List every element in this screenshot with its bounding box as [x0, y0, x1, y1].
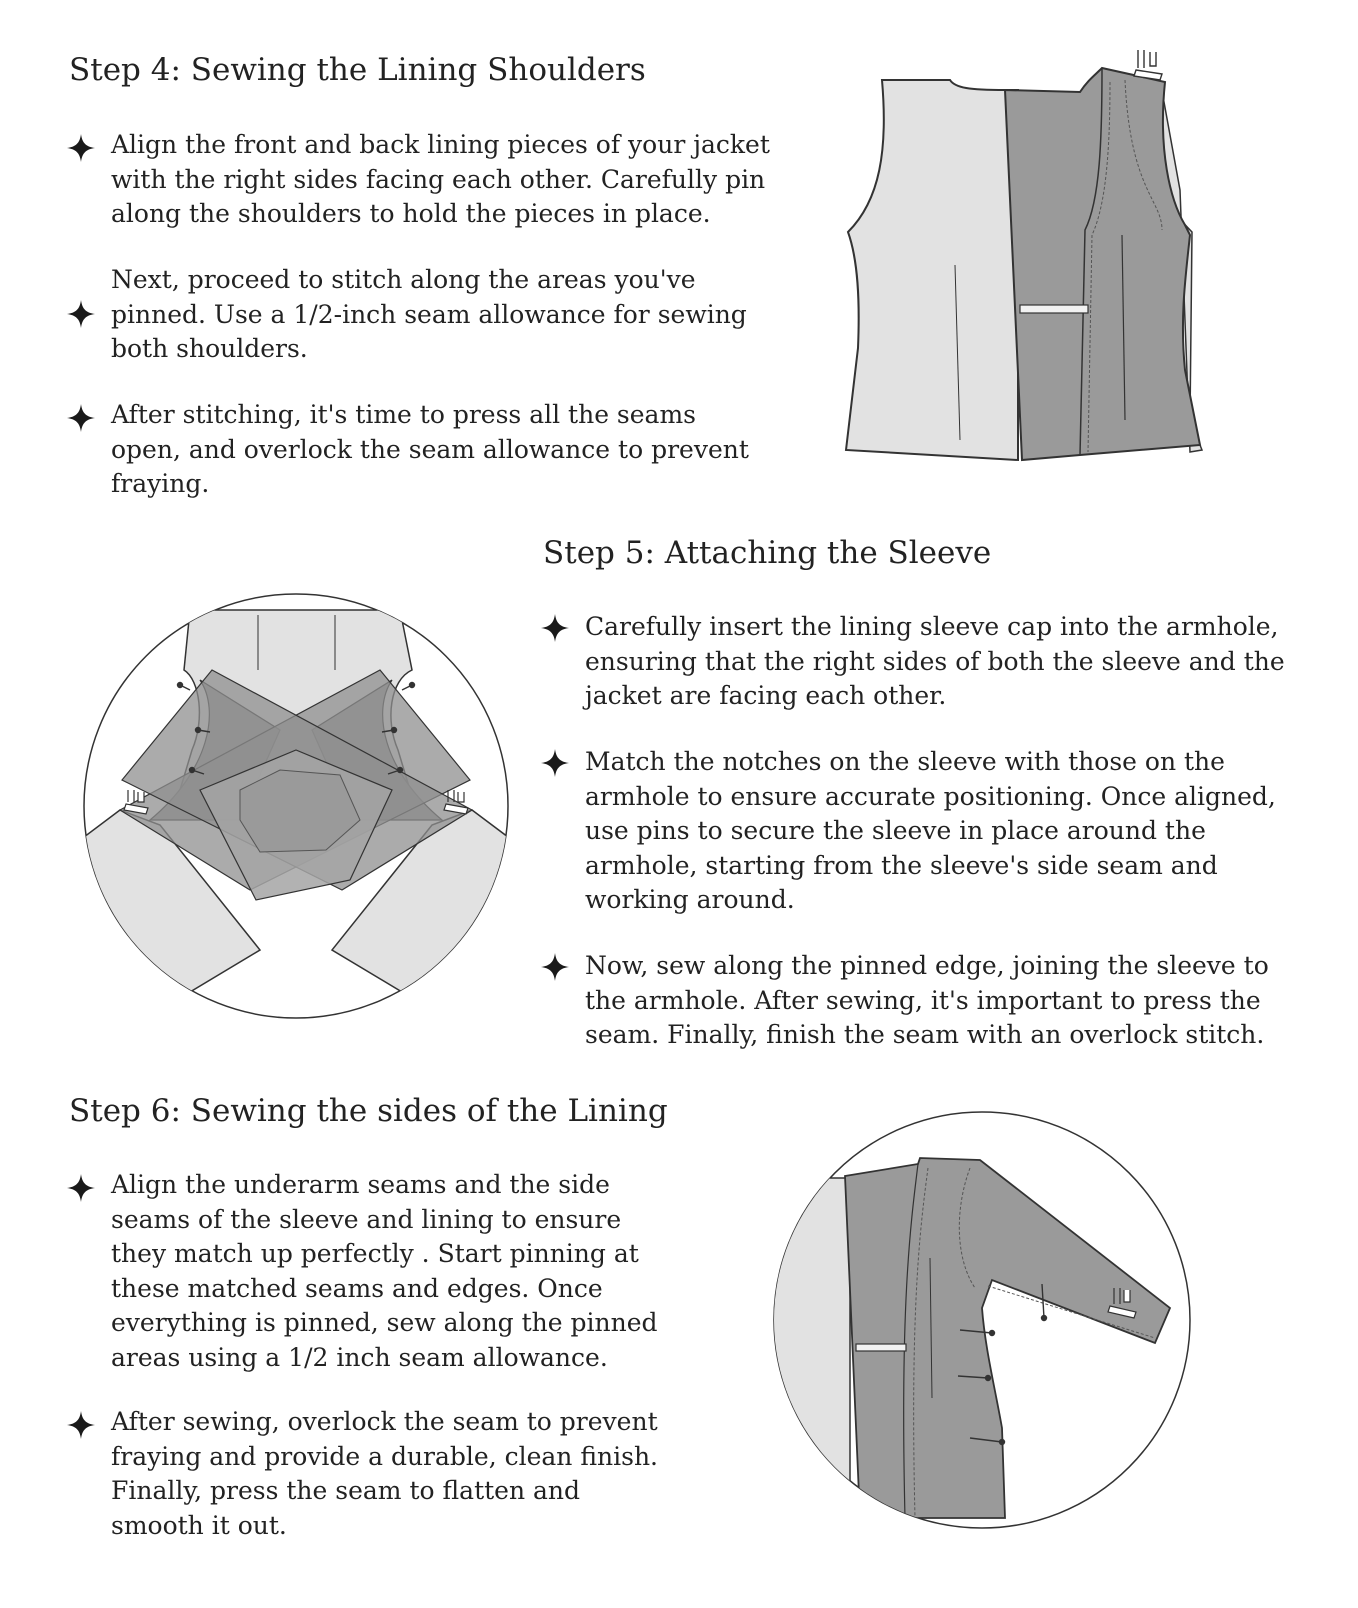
- step5-bullet-2-text: Match the notches on the sleeve with those on the armhole to ensure accurate positioning. Once aligned, use pins to secure the sleeve in place around the armhole, starting from the sleeve's side seam and working around.: [585, 747, 1276, 914]
- step5-bullet-3: [585, 949, 1285, 1053]
- step6-bullet-1-text: Align the underarm seams and the side seams of the sleeve and lining to ensure they match up perfectly . Start pinning at these matched seams and edges. Once everything is pinned, sew along the pinned areas using a 1/2 inch seam allowance.: [111, 1170, 658, 1372]
- attaching-sleeve-illustration: [80, 590, 512, 1022]
- step5-bullet-3-text: Now, sew along the pinned edge, joining the sleeve to the armhole. After sewing, it's important to press the seam. Finally, finish the seam with an overlock stitch.: [585, 951, 1269, 1049]
- lining-sides-illustration: [770, 1108, 1194, 1532]
- step4-bullet-3: [111, 398, 771, 502]
- step5-bullet-2: [585, 745, 1285, 918]
- step6-bullet-2-text: After sewing, overlock the seam to prevent fraying and provide a durable, clean finish. Finally, press the seam to flatten and smooth it out.: [111, 1407, 658, 1540]
- sparkle-bullet-icon: [66, 403, 96, 433]
- step5-bullet-1-text: Carefully insert the lining sleeve cap into the armhole, ensuring that the right sides of both the sleeve and the jacket are facing each other.: [585, 612, 1285, 710]
- sparkle-bullet-icon: [540, 952, 570, 982]
- step4-bullet-1-text: Align the front and back lining pieces of your jacket with the right sides facing each other. Carefully pin along the shoulders to hold the pieces in place.: [111, 130, 770, 228]
- step6-bullet-2: [111, 1405, 671, 1543]
- step4-bullet-3-text: After stitching, it's time to press all the seams open, and overlock the seam allowance to prevent fraying.: [111, 400, 749, 498]
- step4-title: Step 4: Sewing the Lining Shoulders: [69, 52, 646, 88]
- step4-bullet-1: [111, 128, 771, 232]
- sparkle-bullet-icon: [66, 1173, 96, 1203]
- step4-bullet-2: [111, 263, 771, 367]
- lining-shoulders-illustration: [840, 40, 1220, 470]
- step4-bullet-2-text: Next, proceed to stitch along the areas you've pinned. Use a 1/2-inch seam allowance for sewing both shoulders.: [111, 265, 747, 363]
- sparkle-bullet-icon: [66, 1410, 96, 1440]
- step5-bullet-1: [585, 610, 1285, 714]
- sparkle-bullet-icon: [540, 613, 570, 643]
- step6-bullet-1: [111, 1168, 671, 1375]
- sparkle-bullet-icon: [540, 748, 570, 778]
- step6-title: Step 6: Sewing the sides of the Lining: [69, 1093, 668, 1129]
- sparkle-bullet-icon: [66, 299, 96, 329]
- sparkle-bullet-icon: [66, 133, 96, 163]
- step5-title: Step 5: Attaching the Sleeve: [543, 535, 992, 571]
